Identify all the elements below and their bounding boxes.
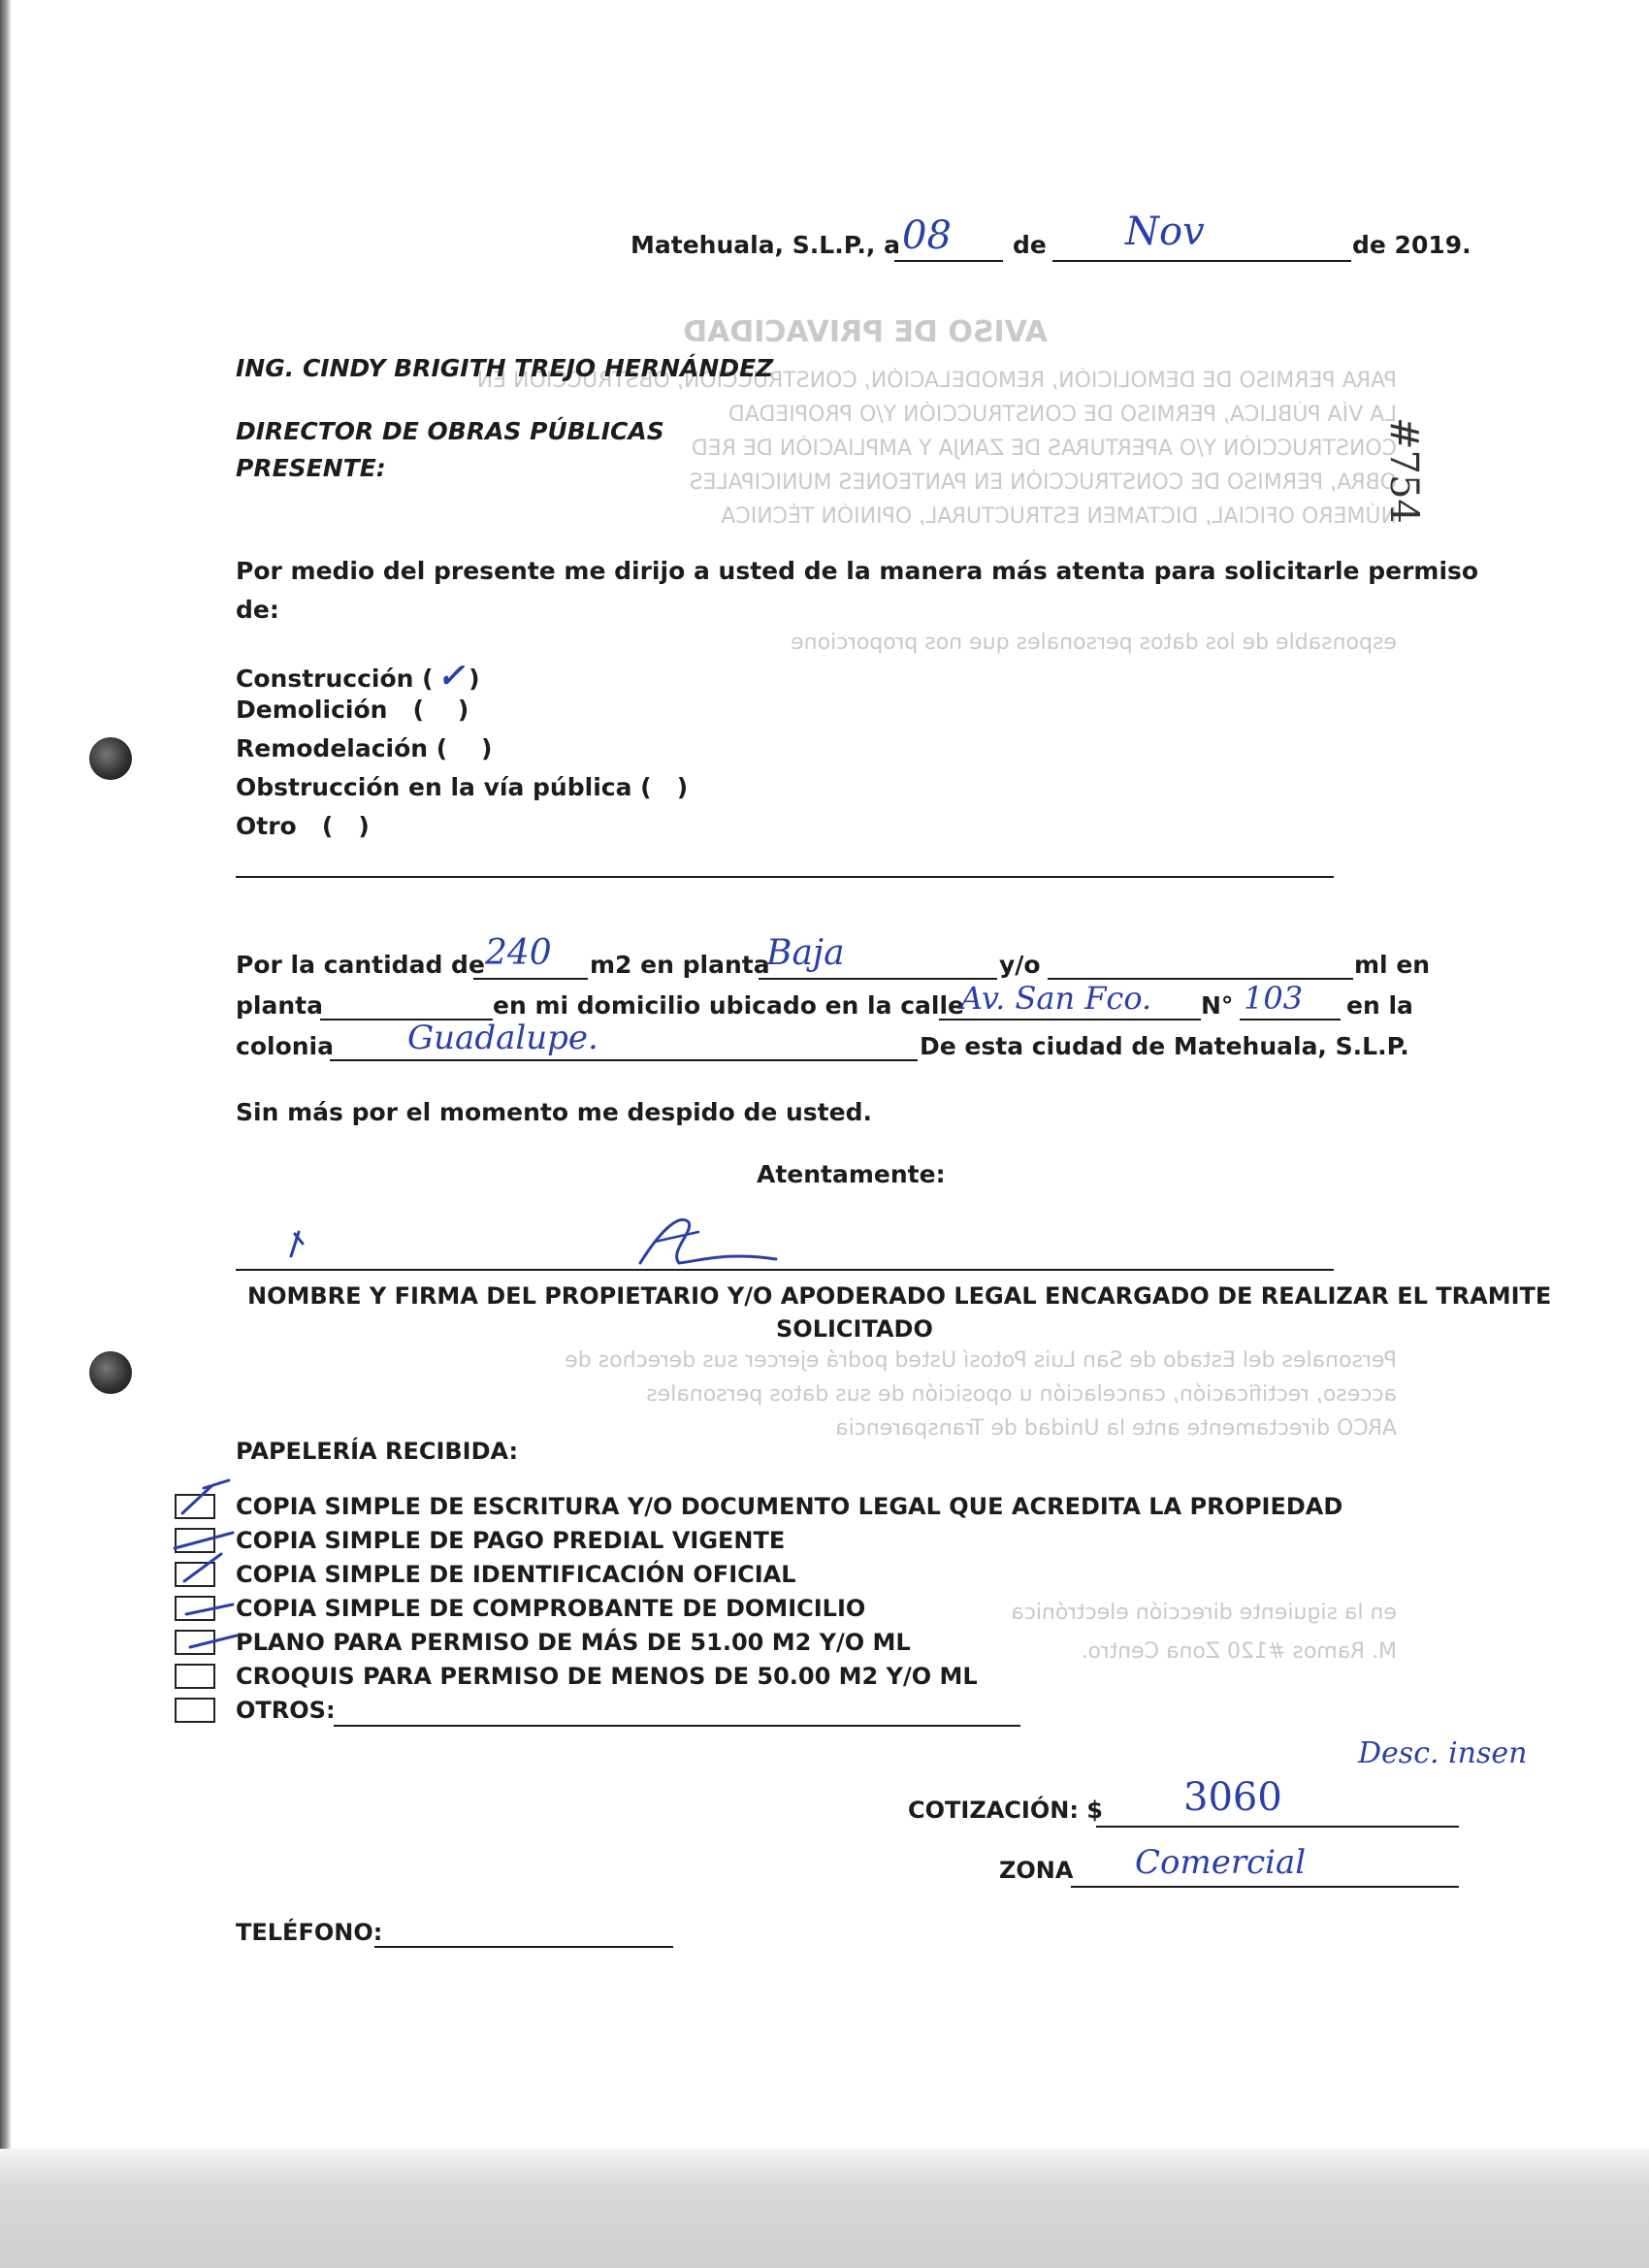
- label-colonia: colonia: [236, 1032, 334, 1060]
- label-numero: N°: [1201, 991, 1234, 1020]
- papeleria-item-domicilio: COPIA SIMPLE DE COMPROBANTE DE DOMICILIO: [236, 1595, 866, 1622]
- cotizacion-note: Desc. insen: [1358, 1736, 1528, 1770]
- scanned-form-page: AVISO DE PRIVACIDAD PARA PERMISO DE DEMOLICIÓN, REMODELACIÓN, CONSTRUCCIÓN, OBSTRUCCIÓN EN LA VÍA PÚBLICA, PERMISO DE CONSTRUCCIÓN Y/O PROPIEDAD CONSTRUCCIÓN Y/O APERTURAS DE ZANJA Y AMPLIACIÓN DE RED OBRA, PERMISO DE CONSTRUCCIÓN EN PANTEONES MUNICIPALES NÚMERO OFICIAL, DICTAMEN ESTRUCTURAL, OPINIÓN TÉCNICA esponsable de los datos personales que nos proporcione Personales del Estado de San Luis Potosí Usted podrá ejercer sus derechos de acceso, rectificación, cancelación u oposición de sus datos personales ARCO directamente ante la Unidad de Transparencia en la siguiente dirección electrónica M. Ramos #120 Zona Centro. Matehuala, S.L.P., a 08 de Nov de 2019. ING. CINDY BRIGITH TREJO HERNÁNDEZ DIRECTOR DE OBRAS PÚBLICAS PRESENTE: Por medio del presente me dirijo a usted de la manera más atenta para solicitarle permiso de: Construcción ( ✓ ) Demolición ( ) Remodelación ( ) Obstrucción en la vía pública ( ) Otro ( ) Por la cantidad de 240 m2 en planta Baja y/o ml en planta en mi domicilio ubicado en la calle Av. San Fco. N° 103 en la colonia Guadalupe. De esta ciudad de Matehuala, S.L.P. Sin más por el momento me despido de usted. Atentamente: NOMBRE Y FIRMA DEL PROPIETARIO Y/O APODERADO LEGAL ENCARGADO DE REALIZAR EL TRAMITE SOLICITADO PAPELERÍA RECIBIDA: COPIA SIMPLE DE ESCRITURA Y/O DOCUMENTO LEGAL QUE ACREDITA LA PROPIEDAD COPIA SIMPLE DE PAGO PREDIAL VIGENTE COPIA SIMPLE DE IDENTIFICACIÓN OFICIAL COPIA SIMPLE DE COMPROBANTE DE DOMICILIO PLANO PARA PERMISO DE MÁS DE 51.00 M2 Y/O ML CROQUIS PARA PERMISO DE MENOS DE 50.00 M2 Y/O ML OTROS: Desc. insen COTIZACIÓN: $ 3060 ZONA Comercial TELÉFONO: #754: [0, 0, 1649, 2268]
- numero-value: 103: [1244, 980, 1304, 1017]
- papeleria-item-identificacion: COPIA SIMPLE DE IDENTIFICACIÓN OFICIAL: [236, 1561, 796, 1588]
- cotizacion-label: COTIZACIÓN: $: [908, 1797, 1103, 1824]
- recipient-position: DIRECTOR DE OBRAS PÚBLICAS: [236, 417, 664, 445]
- label-ciudad: De esta ciudad de Matehuala, S.L.P.: [920, 1032, 1409, 1060]
- punch-hole-bottom: [89, 1351, 132, 1394]
- cotizacion-value: 3060: [1183, 1775, 1282, 1820]
- permit-otro-underline: [236, 876, 1334, 878]
- de-label: de: [1013, 231, 1047, 259]
- month-value: Nov: [1125, 210, 1205, 254]
- label-en-la: en la: [1346, 991, 1413, 1020]
- scan-bottom-edge: [0, 2149, 1649, 2268]
- planta-value: Baja: [766, 933, 845, 973]
- place-date-prefix: Matehuala, S.L.P., a: [630, 231, 900, 259]
- permit-remodelacion: Remodelación ( ): [236, 734, 493, 762]
- label-m2-en-planta: m2 en planta: [590, 951, 770, 979]
- firma-caption-line-2: SOLICITADO: [776, 1315, 933, 1343]
- colonia-value: Guadalupe.: [407, 1019, 598, 1057]
- recipient-name: ING. CINDY BRIGITH TREJO HERNÁNDEZ: [236, 354, 774, 382]
- despedida: Sin más por el momento me despido de usted.: [236, 1098, 872, 1126]
- zona-underline: [1071, 1886, 1459, 1888]
- telefono-underline: [374, 1946, 673, 1948]
- label-ml-en: ml en: [1354, 951, 1431, 979]
- checkbox-otros[interactable]: [175, 1698, 215, 1723]
- numero-underline: [1240, 1019, 1341, 1021]
- month-underline: [1052, 260, 1351, 262]
- punch-hole-top: [89, 737, 132, 780]
- papeleria-item-croquis: CROQUIS PARA PERMISO DE MENOS DE 50.00 M2 Y/O ML: [236, 1663, 978, 1690]
- calle-value: Av. San Fco.: [960, 980, 1152, 1017]
- intro-line-2: de:: [236, 596, 279, 624]
- m2-underline: [473, 978, 588, 980]
- papeleria-item-escritura: COPIA SIMPLE DE ESCRITURA Y/O DOCUMENTO LEGAL QUE ACREDITA LA PROPIEDAD: [236, 1493, 1343, 1520]
- m2-value: 240: [485, 933, 552, 973]
- papeleria-item-plano: PLANO PARA PERMISO DE MÁS DE 51.00 M2 Y/O ML: [236, 1629, 911, 1656]
- permit-construccion: Construcción ( ✓ ): [236, 657, 480, 696]
- atentamente: Atentamente:: [757, 1160, 946, 1188]
- day-value: 08: [902, 213, 952, 258]
- label-domicilio: en mi domicilio ubicado en la calle: [493, 991, 964, 1020]
- papeleria-item-predial: COPIA SIMPLE DE PAGO PREDIAL VIGENTE: [236, 1527, 786, 1554]
- scan-left-edge: [0, 0, 12, 2268]
- year-suffix: de 2019.: [1352, 231, 1471, 259]
- zona-value: Comercial: [1135, 1843, 1307, 1882]
- colonia-underline: [330, 1059, 918, 1061]
- permit-construccion-mark: ✓: [436, 657, 466, 696]
- checkmarks-icon: [165, 1474, 262, 1669]
- zona-label: ZONA: [999, 1857, 1074, 1884]
- label-por-la-cantidad: Por la cantidad de: [236, 951, 485, 979]
- margin-note: #754: [1381, 417, 1426, 524]
- intro-line-1: Por medio del presente me dirijo a usted de la manera más atenta para solicitarle permiso: [236, 557, 1479, 585]
- permit-otro: Otro ( ): [236, 812, 370, 840]
- calle-underline: [939, 1019, 1201, 1021]
- cotizacion-underline: [1096, 1826, 1459, 1828]
- label-planta: planta: [236, 991, 323, 1020]
- recipient-presente: PRESENTE:: [236, 454, 386, 482]
- label-yo: y/o: [999, 951, 1041, 979]
- firma-caption-line-1: NOMBRE Y FIRMA DEL PROPIETARIO Y/O APODERADO LEGAL ENCARGADO DE REALIZAR EL TRAMITE: [247, 1282, 1552, 1310]
- signature-line: [236, 1269, 1334, 1271]
- papeleria-item-otros: OTROS:: [236, 1697, 336, 1724]
- papeleria-title: PAPELERÍA RECIBIDA:: [236, 1438, 519, 1465]
- permit-demolicion: Demolición ( ): [236, 696, 469, 724]
- day-underline: [894, 260, 1003, 262]
- otros-underline: [334, 1725, 1020, 1727]
- permit-obstruccion: Obstrucción en la vía pública ( ): [236, 773, 689, 801]
- telefono-label: TELÉFONO:: [236, 1919, 383, 1946]
